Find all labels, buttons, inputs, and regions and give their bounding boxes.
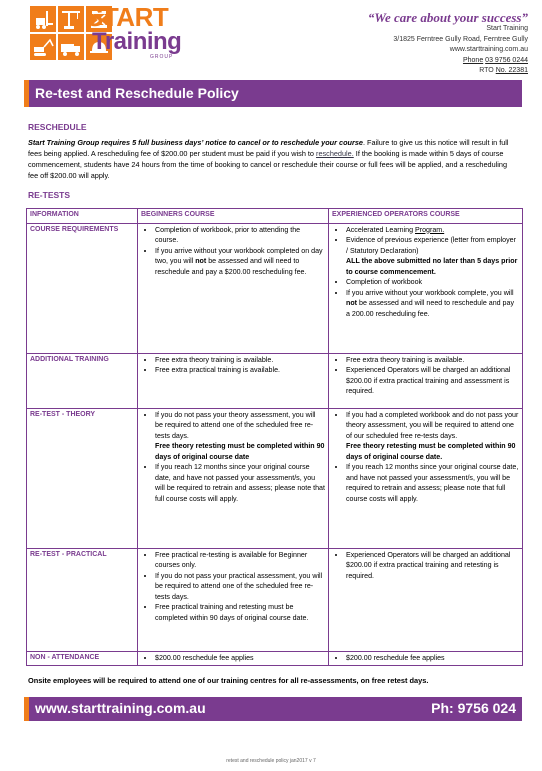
footer-bar xyxy=(24,697,522,721)
footer-phone[interactable]: Ph: 9756 024 xyxy=(431,700,516,716)
row-label: RE-TEST - THEORY xyxy=(27,408,138,548)
experienced-cell xyxy=(329,353,523,408)
table-header-row xyxy=(27,209,523,224)
experienced-cell xyxy=(329,408,523,548)
col-header-beginners: BEGINNERS COURSE xyxy=(138,209,329,224)
reschedule-link[interactable]: reschedule. xyxy=(316,149,354,158)
reschedule-text-2: If the booking is made within 5 days of course commencement, students have 24 hours from the time of booking to cancel or reschedule their course or full fees will be applied, and a rescheduling fee off $200.00 will apply. xyxy=(28,149,508,180)
table-row-non-attendance xyxy=(27,651,523,666)
phone-label: Phone xyxy=(462,56,484,64)
list-item: • If you reach 12 months since your original course date, and have not passed your assessment/s, you will be required to retrain and assess; please note that full course costs will apply. xyxy=(346,462,519,504)
list-item: • If you reach 12 months since your original course date, and have not passed your assessment/s, you will be required to retrain and assess; please note that full course costs will apply. xyxy=(155,462,325,504)
logo-group-text: GROUP xyxy=(150,54,174,60)
list-item: • If you arrive without your workbook complete, you will not be assessed and will need to reschedule and pay a 200.00 rescheduling fee. xyxy=(346,288,519,320)
experienced-cell xyxy=(329,548,523,651)
phone-number[interactable]: 03 9756 0244 xyxy=(485,56,528,64)
list-item: • Free practical training and retesting must be completed within 90 days of original course date. xyxy=(155,602,325,623)
list-item: • If you do not pass your theory assessment, you will be required to attend one of the scheduled free re-tests days. Free theory retesting must be completed within 90 days of original course date xyxy=(155,410,325,463)
list-item: • $200.00 reschedule fee applies xyxy=(155,653,325,664)
table-row-retest-practical xyxy=(27,548,523,651)
experienced-cell xyxy=(329,651,523,666)
table-row-course-requirements xyxy=(27,223,523,353)
contact-phone xyxy=(393,56,528,67)
beginners-cell xyxy=(138,548,329,651)
retests-table xyxy=(26,208,523,666)
retests-heading: RE-TESTS xyxy=(28,190,71,200)
row-label: COURSE REQUIREMENTS xyxy=(27,223,138,353)
list-item: • Completion of workbook xyxy=(346,277,519,288)
beginners-cell xyxy=(138,651,329,666)
excavator-icon xyxy=(30,34,56,60)
list-item: • Free extra practical training is available. xyxy=(155,365,325,376)
row-label: RE-TEST - PRACTICAL xyxy=(27,548,138,651)
row-label: ADDITIONAL TRAINING xyxy=(27,353,138,408)
list-item: • Evidence of previous experience (letter from employer / Statutory Declaration) ALL the above submitted no later than 5 days prior to course commencement. xyxy=(346,235,519,277)
col-header-information: INFORMATION xyxy=(27,209,138,224)
onsite-note: Onsite employees will be required to attend one of our training centres for all re-assessments, on free retest days. xyxy=(28,676,429,685)
contact-website[interactable]: www.starttraining.com.au xyxy=(449,46,528,53)
slogan: “We care about your success” xyxy=(367,10,528,25)
reschedule-lead: Start Training Group requires 5 full business days’ notice to cancel or to reschedule your course xyxy=(28,138,363,147)
list-item: • If you do not pass your practical assessment, you will be required to attend one of the scheduled free re-tests days. xyxy=(155,571,325,603)
list-item: • Experienced Operators will be charged an additional $200.00 if extra practical training and retesting is required. xyxy=(346,550,519,582)
list-item: • Free practical re-testing is available for Beginner courses only. xyxy=(155,550,325,571)
list-item: • If you had a completed workbook and do not pass your theory assessment, you will be required to attend one of our scheduled free re-tests days. Free theory retesting must be completed within 90 days of original course date. xyxy=(346,410,519,463)
list-item: • Free extra theory training is available. xyxy=(155,355,325,366)
contact-block xyxy=(393,24,528,77)
list-item: • Completion of workbook, prior to attending the course. xyxy=(155,225,325,246)
crane-icon xyxy=(58,6,84,32)
page-title: Re-test and Reschedule Policy xyxy=(35,85,239,101)
reschedule-paragraph xyxy=(28,137,516,181)
title-bar xyxy=(24,80,522,107)
reschedule-text-1: . Failure to give us this notice will result in full fees being applied. A rescheduling fee of $200.00 per student must be paid if you wish to xyxy=(28,138,509,158)
list-item: • If you arrive without your workbook completed on day two, you will not be assessed and will need to reschedule and pay a $200.00 rescheduling fee. xyxy=(155,246,325,278)
col-header-experienced: EXPERIENCED OPERATORS COURSE xyxy=(329,209,523,224)
contact-name: Start Training xyxy=(486,25,528,32)
experienced-cell xyxy=(329,223,523,353)
forklift-icon xyxy=(30,6,56,32)
contact-rto xyxy=(393,66,528,77)
contact-address: 3/1825 Ferntree Gully Road, Ferntree Gully xyxy=(393,35,528,43)
footer-website[interactable]: www.starttraining.com.au xyxy=(35,700,206,716)
list-item: • Accelerated Learning Program. xyxy=(346,225,519,236)
logo-training-text: Training xyxy=(92,28,182,55)
rto-number: No. 22381 xyxy=(495,67,528,74)
reschedule-heading: RESCHEDULE xyxy=(28,122,87,132)
list-item: • Free extra theory training is available. xyxy=(346,355,519,366)
beginners-cell xyxy=(138,223,329,353)
beginners-cell xyxy=(138,353,329,408)
document-reference: retest and reschedule policy jan2017 v 7 xyxy=(226,758,316,764)
list-item: • $200.00 reschedule fee applies xyxy=(346,653,519,664)
row-label: NON - ATTENDANCE xyxy=(27,651,138,666)
logo-start-text: START xyxy=(86,2,169,32)
truck-icon xyxy=(58,34,84,60)
list-item: • Experienced Operators will be charged an additional $200.00 if extra practical training and assessment is required. xyxy=(346,365,519,397)
table-row-additional-training xyxy=(27,353,523,408)
beginners-cell xyxy=(138,408,329,548)
table-row-retest-theory xyxy=(27,408,523,548)
rto-label: RTO xyxy=(479,67,494,74)
program-link[interactable]: Program. xyxy=(415,225,445,234)
